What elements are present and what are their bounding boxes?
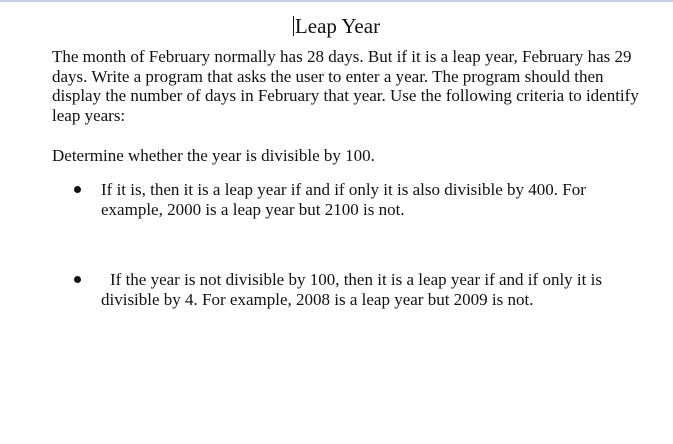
bullet-icon — [74, 276, 81, 283]
lead-sentence: Determine whether the year is divisible by 100. — [52, 146, 375, 165]
text-cursor — [293, 16, 294, 36]
bullet-icon — [74, 186, 81, 193]
document-title: Leap Year — [294, 14, 381, 38]
bullet-text-1: If it is, then it is a leap year if and if only it is also divisible by 400. For example, 2000 is a leap year but 2100 is not. — [101, 180, 586, 219]
bullet-text-2: If the year is not divisible by 100, then it is a leap year if and if only it is divisible by 4. For example, 2008 is a leap year but 2009 is not. — [101, 270, 602, 309]
title-line — [0, 14, 673, 38]
intro-paragraph: The month of February normally has 28 days. But if it is a leap year, February has 29 days. Write a program that asks the user to enter a year. The program should then display the number of days in February that year. Use the following criteria to identify leap years: — [52, 47, 639, 125]
